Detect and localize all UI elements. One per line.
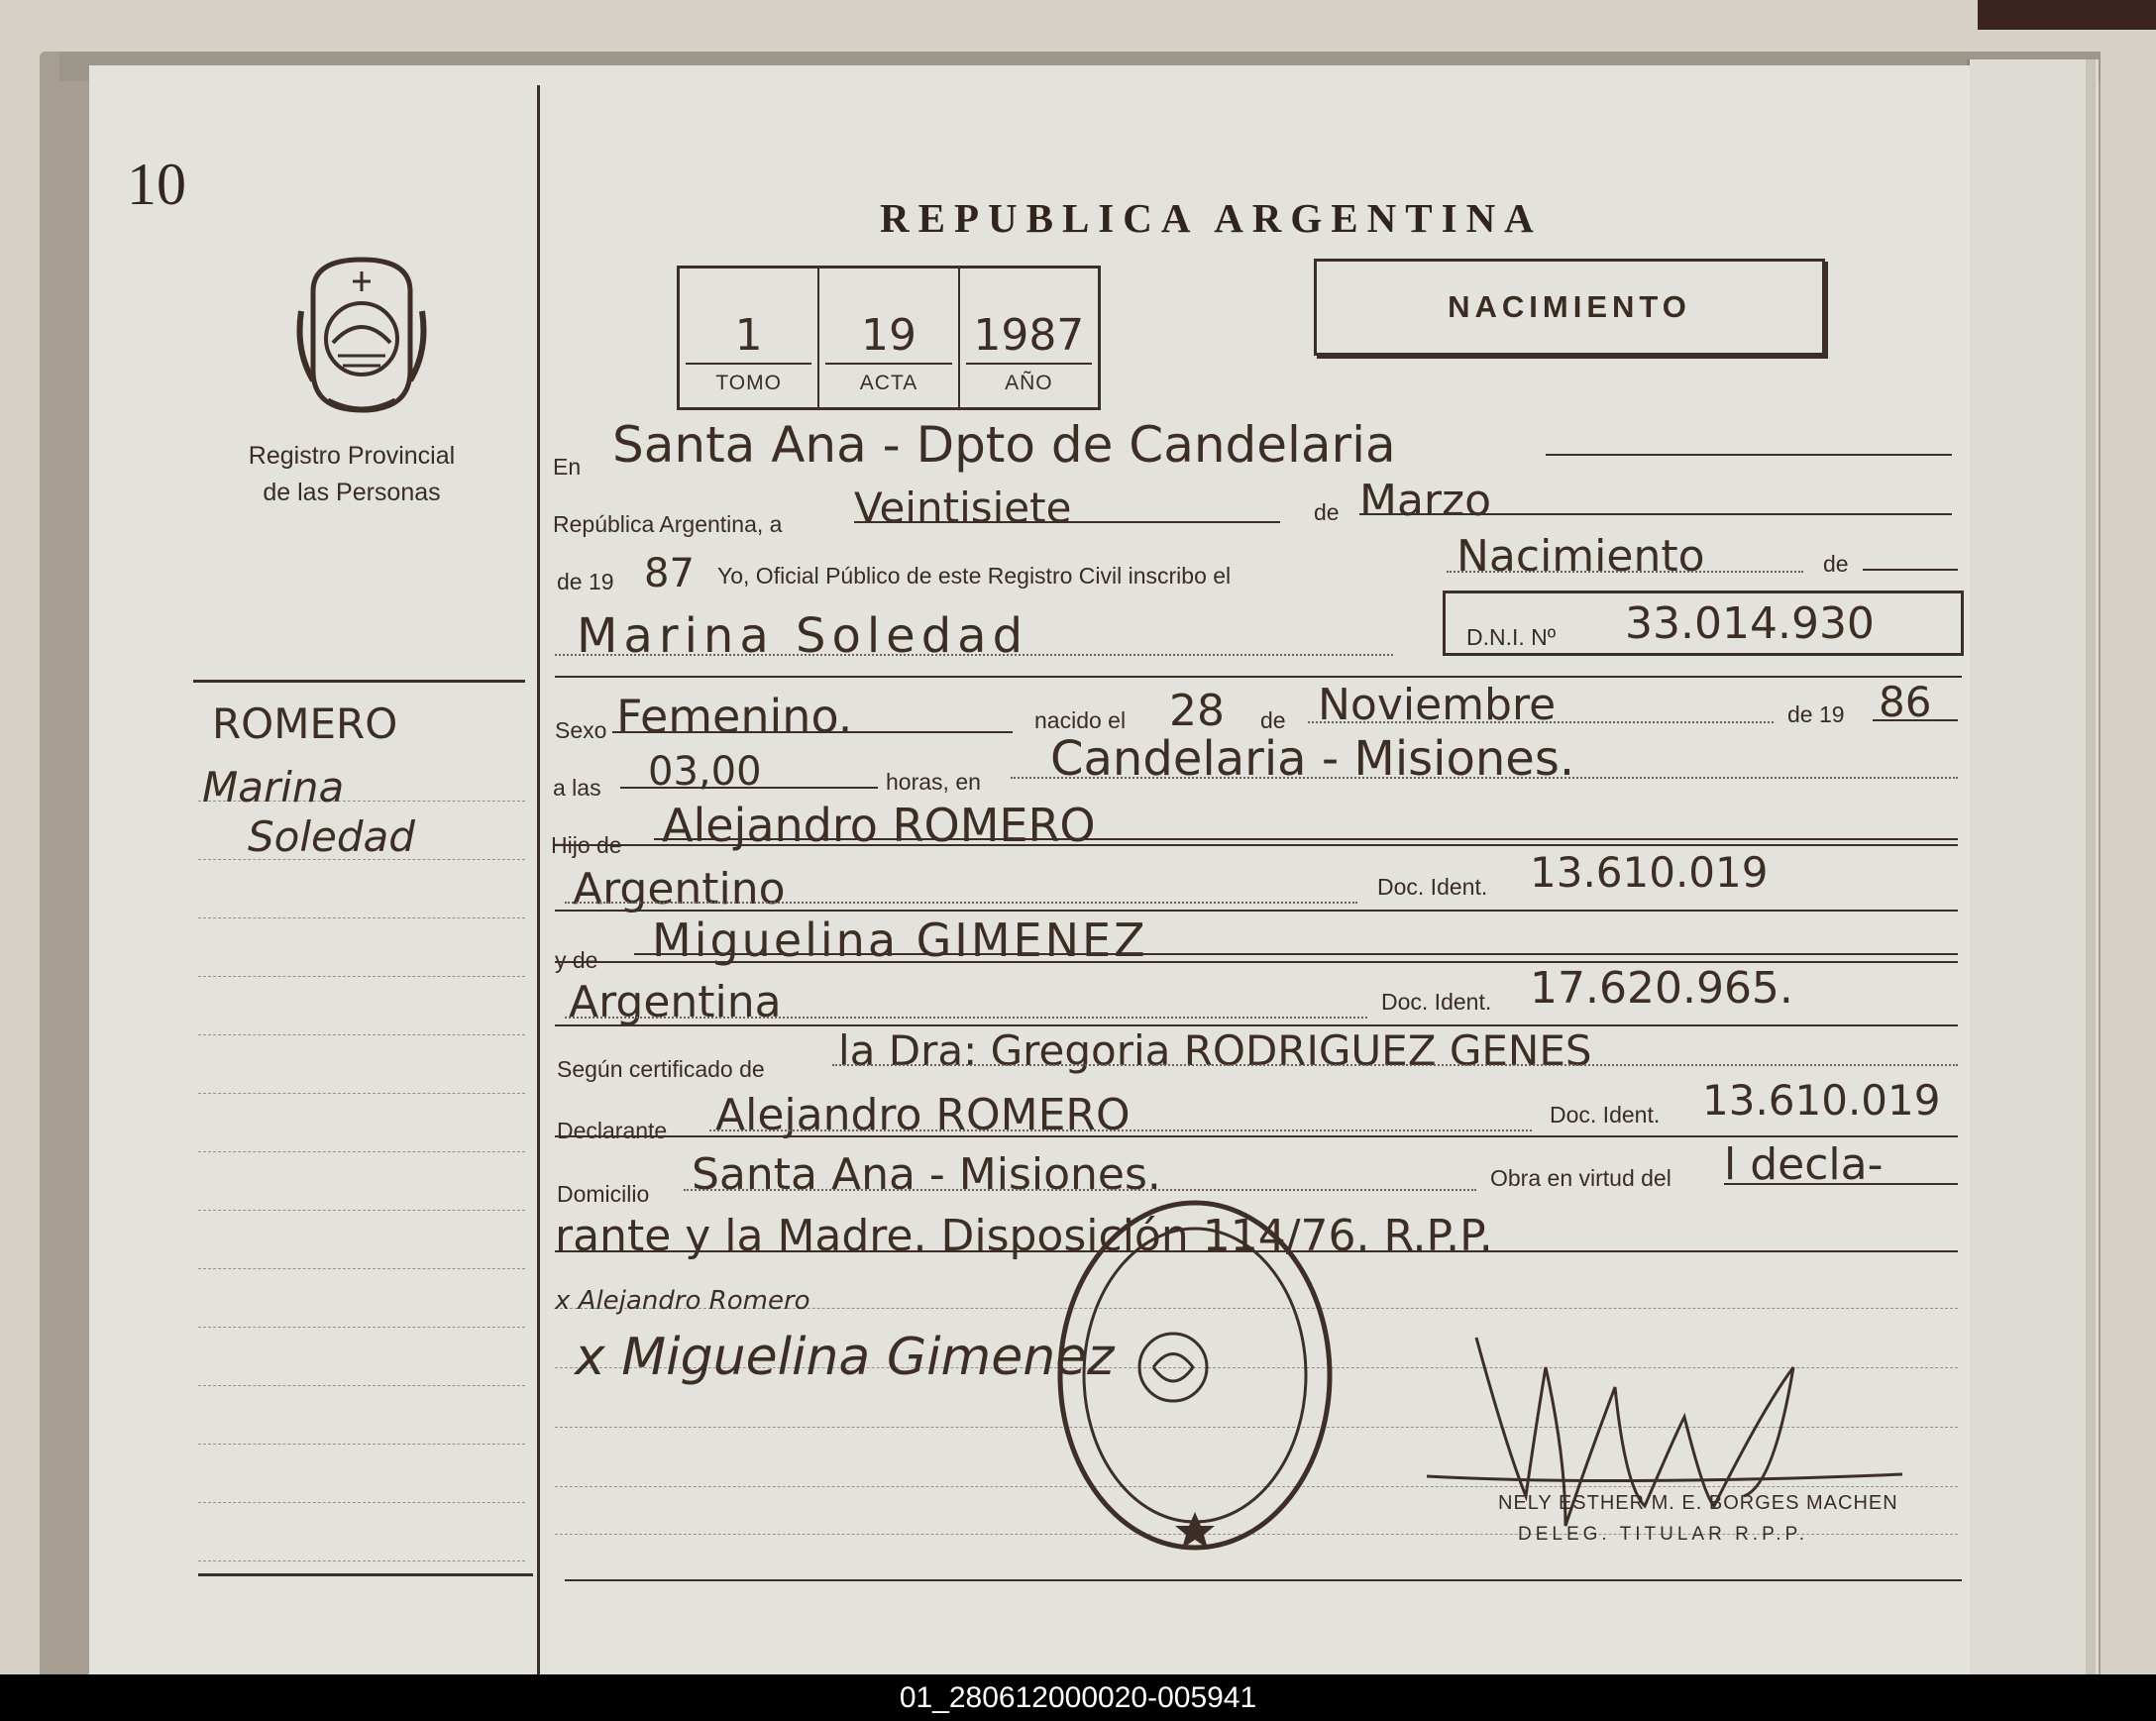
dni-number: 33.014.930	[1625, 598, 1875, 649]
dni-label: D.N.I. Nº	[1466, 624, 1557, 650]
tomo-cell	[680, 269, 819, 407]
yde-label: y de	[555, 947, 598, 973]
nacido-label: nacido el	[1034, 707, 1127, 733]
acta-label: ACTA	[859, 372, 918, 394]
anio-cell	[960, 269, 1098, 407]
alas-label: a las	[553, 775, 601, 801]
birth-year-suffix: 86	[1879, 678, 1932, 726]
father-line-2	[555, 844, 1958, 846]
obra-continuation: rante y la Madre. Disposición 114/76. R.P.P.	[555, 1211, 1493, 1261]
margin-separator	[193, 680, 525, 683]
image-id-footer: 01_280612000020-005941	[0, 1674, 2156, 1721]
birth-year-line	[1873, 719, 1958, 721]
day-line	[854, 521, 1280, 523]
act-type: Nacimiento	[1456, 531, 1705, 582]
birth-month: Noviembre	[1318, 680, 1557, 730]
registry-line1: Registro Provincial	[248, 442, 456, 470]
horas-label: horas, en	[886, 769, 981, 795]
father-doc-line	[555, 910, 1958, 912]
registration-month: Marzo	[1359, 476, 1492, 526]
tomo-label: TOMO	[715, 372, 782, 394]
declarante-label: Declarante	[557, 1118, 668, 1143]
record-number-table	[677, 266, 1101, 410]
sexo-label: Sexo	[555, 717, 607, 743]
birth-year-prefix: de 19	[1787, 701, 1845, 727]
mother-doc-number: 17.620.965.	[1530, 963, 1793, 1014]
next-page-edge-shadow	[2086, 59, 2096, 1674]
hour-line	[620, 787, 878, 789]
month-line	[1359, 513, 1952, 515]
mother-signature: x Miguelina Gimenez	[575, 1328, 1115, 1387]
father-name: Alejandro ROMERO	[662, 799, 1096, 852]
declarant-doc-label: Doc. Ident.	[1550, 1102, 1661, 1128]
margin-first-name: Marina	[202, 763, 345, 811]
mother-nationality: Argentina	[569, 977, 782, 1027]
registry-name	[193, 438, 510, 511]
de-label-3: de	[1260, 707, 1286, 733]
declarant-line	[709, 1129, 1532, 1131]
birth-hour: 03,00	[648, 749, 762, 795]
margin-end-rule	[198, 1573, 533, 1576]
act-line	[1447, 571, 1803, 573]
sex-value: Femenino.	[616, 690, 853, 743]
document-type-box: NACIMIENTO	[1314, 259, 1825, 356]
segun-label: Según certificado de	[557, 1056, 765, 1082]
oficial-statement: Yo, Oficial Público de este Registro Civil inscribo el	[717, 563, 1232, 589]
official-name: NELY ESTHER M. E. BORGES MACHEN	[1498, 1492, 1898, 1514]
provincial-seal-icon	[293, 252, 430, 418]
en-line	[1546, 454, 1952, 456]
mother-name: Miguelina GIMENEZ	[652, 914, 1148, 967]
de-label-2: de	[1823, 551, 1849, 577]
declarant-doc-line	[555, 1135, 1958, 1137]
declarant-name: Alejandro ROMERO	[715, 1090, 1131, 1140]
anio-label: AÑO	[1005, 372, 1053, 394]
father-doc-label: Doc. Ident.	[1377, 874, 1488, 900]
birth-place: Candelaria - Misiones.	[1050, 731, 1575, 787]
father-nationality: Argentino	[573, 864, 786, 914]
acta-cell	[819, 269, 959, 407]
tomo-value: 1	[734, 310, 763, 361]
mother-line	[634, 953, 1958, 955]
birth-day: 28	[1169, 686, 1225, 736]
margin-ruled-lines	[198, 743, 525, 1561]
margin-surname: ROMERO	[212, 699, 398, 748]
cert-line	[832, 1064, 1958, 1066]
father-nat-line	[565, 902, 1357, 904]
certifying-doctor: la Dra: Gregoria RODRIGUEZ GENES	[838, 1026, 1592, 1075]
domicile-value: Santa Ana - Misiones.	[692, 1149, 1161, 1200]
declarant-doc-number: 13.610.019	[1702, 1076, 1941, 1125]
registration-year-suffix: 87	[644, 551, 695, 596]
country-heading: REPUBLICA ARGENTINA	[880, 195, 1543, 241]
obra-line	[1724, 1183, 1958, 1185]
mother-nat-line	[565, 1017, 1367, 1019]
mother-doc-label: Doc. Ident.	[1381, 989, 1492, 1015]
anio-value: 1987	[973, 310, 1085, 361]
sexo-line	[612, 731, 1013, 733]
backdrop-corner	[1978, 0, 2156, 30]
official-stamp-icon	[1054, 1197, 1336, 1554]
en-label: En	[553, 454, 582, 480]
next-page-edge	[1967, 59, 2099, 1674]
father-line	[654, 838, 1958, 840]
registration-day: Veintisiete	[854, 484, 1072, 532]
republica-label: República Argentina, a	[553, 511, 783, 537]
registered-name: Marina Soledad	[577, 608, 1029, 664]
domicilio-label: Domicilio	[557, 1181, 650, 1207]
de-line-2	[1863, 569, 1958, 571]
birth-place-line	[1011, 777, 1958, 779]
name-line	[555, 654, 1393, 656]
hijo-label: Hijo de	[551, 832, 622, 858]
acta-value: 19	[860, 310, 916, 361]
domicile-line	[684, 1189, 1476, 1191]
registry-line2: de las Personas	[263, 479, 441, 506]
official-title: DELEG. TITULAR R.P.P.	[1518, 1524, 1809, 1545]
obra-value: l decla-	[1724, 1139, 1884, 1190]
margin-second-name: Soledad	[248, 812, 415, 861]
obra-label: Obra en virtud del	[1490, 1165, 1671, 1191]
father-doc-number: 13.610.019	[1530, 848, 1769, 897]
de-label-1: de	[1314, 499, 1340, 525]
father-signature: x Alejandro Romero	[555, 1286, 810, 1316]
folio-number: 10	[127, 152, 186, 217]
section-rule	[555, 676, 1962, 678]
page-end-rule	[565, 1579, 1962, 1581]
year-prefix: de 19	[557, 569, 614, 594]
birth-month-line	[1308, 721, 1774, 723]
place-of-registration: Santa Ana - Dpto de Candelaria	[612, 416, 1396, 474]
